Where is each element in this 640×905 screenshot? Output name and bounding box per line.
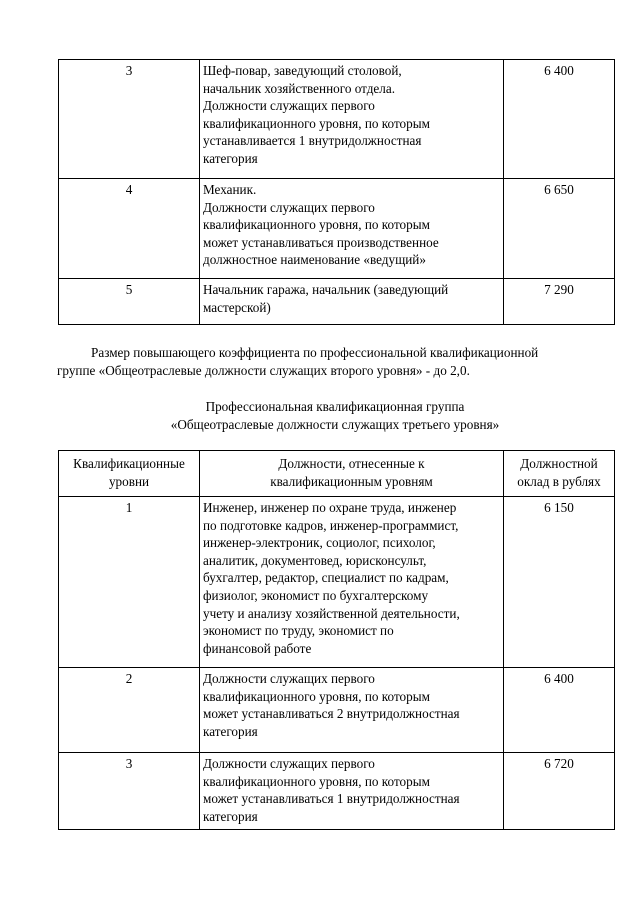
salary-cell: 6 720 — [504, 753, 615, 830]
positions-cell: Шеф-повар, заведующий столовой, начальник хозяйственного отдела. Должности служащих первого квалификационного уровня, по которым устанавливается 1 внутридолжностная категория — [200, 60, 504, 179]
group-heading: Профессиональная квалификационная группа «Общеотраслевые должности служащих третьего уровня» — [170, 399, 500, 432]
header-level: Квалификационные уровни — [59, 451, 200, 497]
level-cell: 1 — [59, 497, 200, 668]
table-row — [59, 497, 615, 668]
positions-cell: Инженер, инженер по охране труда, инженер по подготовке кадров, инженер-программист, инженер-электроник, социолог, психолог, аналитик, документовед, юрисконсульт, бухгалтер, редактор, специалист по кадрам, физиолог, экономист по бухгалтерскому учету и анализу хозяйственной деятельности, экономист по труду, экономист по финансовой работе — [200, 497, 504, 668]
table-row — [59, 279, 615, 325]
table-row — [59, 668, 615, 753]
coefficient-paragraph: Размер повышающего коэффициента по профессиональной квалификационной группе «Общеотраслевые должности служащих второго уровня» - до 2,0. — [57, 345, 539, 378]
salary-cell: 6 400 — [504, 60, 615, 179]
level-cell: 3 — [59, 60, 200, 179]
table-second-level-continued — [58, 59, 615, 325]
table-row — [59, 753, 615, 830]
positions-cell: Начальник гаража, начальник (заведующий мастерской) — [200, 279, 504, 325]
salary-cell: 6 400 — [504, 668, 615, 753]
table-header-row — [59, 451, 615, 497]
salary-cell: 7 290 — [504, 279, 615, 325]
level-cell: 5 — [59, 279, 200, 325]
positions-cell: Должности служащих первого квалификационного уровня, по которым может устанавливаться 1 внутридолжностная категория — [200, 753, 504, 830]
salary-cell: 6 650 — [504, 179, 615, 279]
level-cell: 2 — [59, 668, 200, 753]
table-row — [59, 60, 615, 179]
table-third-level — [58, 450, 615, 830]
positions-cell: Механик. Должности служащих первого квалификационного уровня, по которым может устанавливаться производственное должностное наименование «ведущий» — [200, 179, 504, 279]
level-cell: 3 — [59, 753, 200, 830]
header-positions: Должности, отнесенные к квалификационным уровням — [200, 451, 504, 497]
table-row — [59, 179, 615, 279]
level-cell: 4 — [59, 179, 200, 279]
positions-cell: Должности служащих первого квалификационного уровня, по которым может устанавливаться 2 внутридолжностная категория — [200, 668, 504, 753]
salary-cell: 6 150 — [504, 497, 615, 668]
header-salary: Должностной оклад в рублях — [504, 451, 615, 497]
